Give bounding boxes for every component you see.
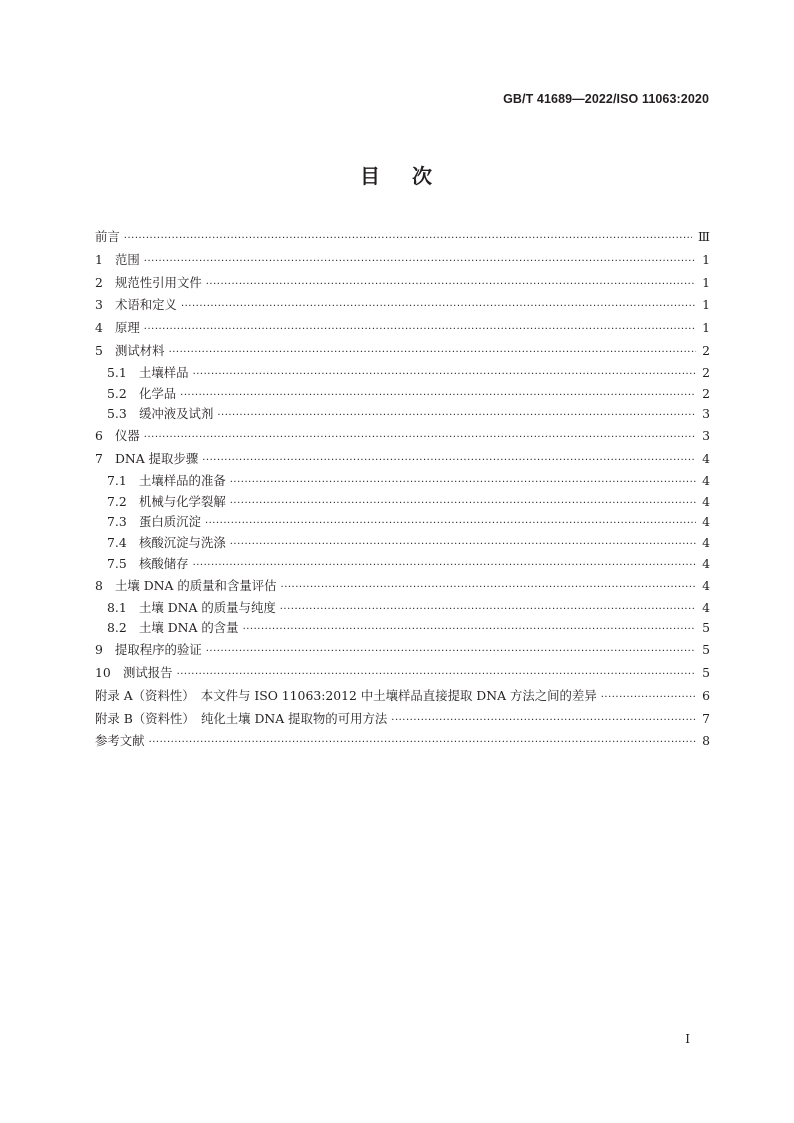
dot-leader bbox=[169, 342, 696, 365]
dot-leader bbox=[280, 600, 696, 621]
toc-entry-page: 4 bbox=[702, 577, 710, 593]
dot-leader bbox=[391, 710, 696, 733]
toc-entry-label: 核酸沉淀与洗涤 bbox=[139, 535, 226, 551]
toc-entry[interactable] bbox=[95, 249, 710, 272]
toc-entry-number: 5.2 bbox=[107, 385, 127, 401]
toc-entry-label: 土壤 DNA 的质量与纯度 bbox=[139, 599, 276, 615]
toc-entry-page: 5 bbox=[702, 620, 710, 636]
toc-entry-page: 1 bbox=[702, 251, 710, 267]
dot-leader bbox=[206, 641, 696, 664]
toc-entry-label: 范围 bbox=[115, 251, 140, 267]
toc-entry-label: 土壤样品的准备 bbox=[139, 472, 226, 488]
dot-leader bbox=[230, 494, 696, 515]
page-title-left: 目 bbox=[360, 164, 382, 188]
toc-entry[interactable] bbox=[95, 662, 710, 685]
toc-entry[interactable] bbox=[95, 363, 710, 384]
toc-entry-number: 1 bbox=[95, 251, 103, 267]
toc-entry-number: 10 bbox=[95, 664, 111, 680]
toc-entry-label: 仪器 bbox=[115, 428, 140, 444]
toc-entry[interactable] bbox=[95, 340, 710, 363]
toc-entry-page: 2 bbox=[702, 385, 710, 401]
dot-leader bbox=[144, 319, 696, 342]
toc-entry[interactable] bbox=[95, 575, 710, 598]
toc-entry-label: 原理 bbox=[115, 320, 140, 336]
toc-entry-page: 1 bbox=[702, 320, 710, 336]
toc-entry[interactable] bbox=[95, 708, 710, 731]
toc-entry-page: 8 bbox=[702, 733, 710, 749]
toc-entry-number: 7.2 bbox=[107, 493, 127, 509]
dot-leader bbox=[243, 620, 696, 641]
toc-entry[interactable] bbox=[95, 639, 710, 662]
dot-leader bbox=[230, 535, 696, 556]
toc-entry-number: 7.5 bbox=[107, 555, 127, 571]
toc-entry[interactable] bbox=[95, 492, 710, 513]
toc-entry[interactable] bbox=[95, 598, 710, 619]
toc-entry[interactable] bbox=[95, 425, 710, 448]
toc-entry-page: 5 bbox=[702, 642, 710, 658]
toc-entry-number: 6 bbox=[95, 428, 103, 444]
dot-leader bbox=[193, 556, 696, 577]
toc-entry-number: 4 bbox=[95, 320, 103, 336]
toc-entry-page: 4 bbox=[702, 493, 710, 509]
dot-leader bbox=[144, 427, 696, 450]
toc-entry-page: 5 bbox=[702, 664, 710, 680]
toc-entry-number: 7.4 bbox=[107, 535, 127, 551]
toc-entry[interactable] bbox=[95, 272, 710, 295]
toc-entry-number: 5.3 bbox=[107, 406, 127, 422]
dot-leader bbox=[149, 732, 696, 755]
dot-leader bbox=[206, 274, 696, 297]
dot-leader bbox=[217, 406, 696, 427]
page-title bbox=[0, 160, 794, 189]
toc-entry[interactable] bbox=[95, 294, 710, 317]
dot-leader bbox=[181, 296, 696, 319]
toc-entry[interactable] bbox=[95, 384, 710, 405]
dot-leader bbox=[124, 228, 692, 251]
toc-entry-page: 3 bbox=[702, 428, 710, 444]
toc-entry-page: Ⅲ bbox=[698, 229, 710, 244]
toc-entry-number: 9 bbox=[95, 642, 103, 658]
toc-entry-label: 测试报告 bbox=[123, 664, 173, 680]
dot-leader bbox=[177, 664, 696, 687]
toc-entry-label: 规范性引用文件 bbox=[115, 274, 202, 290]
toc-entry-number: 7.1 bbox=[107, 472, 127, 488]
toc-entry-number: 5 bbox=[95, 342, 103, 358]
dot-leader bbox=[180, 386, 696, 407]
dot-leader bbox=[144, 251, 696, 274]
toc-entry-page: 2 bbox=[702, 342, 710, 358]
page-title-right: 次 bbox=[412, 164, 434, 188]
toc-entry-label: 化学品 bbox=[139, 385, 177, 401]
toc-entry[interactable] bbox=[95, 685, 710, 708]
toc-entry-page: 4 bbox=[702, 514, 710, 530]
toc-entry-label: 参考文献 bbox=[95, 733, 145, 749]
toc-entry[interactable] bbox=[95, 618, 710, 639]
toc-entry-page: 1 bbox=[702, 297, 710, 313]
toc-entry[interactable] bbox=[95, 448, 710, 471]
toc-entry-page: 3 bbox=[702, 406, 710, 422]
toc-entry-number: 8 bbox=[95, 577, 103, 593]
toc-entry-label: 缓冲液及试剂 bbox=[139, 406, 214, 422]
standard-code: GB/T 41689—2022/ISO 11063:2020 bbox=[503, 92, 709, 106]
toc-entry-label: 术语和定义 bbox=[115, 297, 177, 313]
toc-entry-label: 提取程序的验证 bbox=[115, 642, 202, 658]
toc-entry[interactable] bbox=[95, 404, 710, 425]
toc-entry-label: 附录 A（资料性） 本文件与 ISO 11063:2012 中土壤样品直接提取 DNA 方法之间的差异 bbox=[95, 687, 597, 703]
toc-entry[interactable] bbox=[95, 226, 710, 249]
toc-entry[interactable] bbox=[95, 471, 710, 492]
table-of-contents bbox=[95, 226, 710, 753]
toc-entry[interactable] bbox=[95, 512, 710, 533]
toc-entry-label: 测试材料 bbox=[115, 342, 165, 358]
toc-entry-label: 核酸储存 bbox=[139, 555, 189, 571]
toc-entry-label: DNA 提取步骤 bbox=[115, 450, 199, 466]
dot-leader bbox=[193, 365, 696, 386]
dot-leader bbox=[230, 473, 696, 494]
toc-entry-page: 4 bbox=[702, 599, 710, 615]
toc-entry-number: 5.1 bbox=[107, 364, 127, 380]
dot-leader bbox=[281, 577, 696, 600]
toc-entry-number: 3 bbox=[95, 297, 103, 313]
toc-entry-page: 4 bbox=[702, 450, 710, 466]
toc-entry-page: 6 bbox=[702, 687, 710, 703]
toc-entry-number: 7.3 bbox=[107, 514, 127, 530]
dot-leader bbox=[601, 687, 696, 710]
toc-entry-label: 附录 B（资料性） 纯化土壤 DNA 提取物的可用方法 bbox=[95, 710, 388, 726]
toc-entry[interactable] bbox=[95, 730, 710, 753]
toc-entry-page: 4 bbox=[702, 555, 710, 571]
dot-leader bbox=[205, 514, 696, 535]
toc-entry-number: 2 bbox=[95, 274, 103, 290]
toc-entry-page: 2 bbox=[702, 364, 710, 380]
toc-entry-page: 1 bbox=[702, 274, 710, 290]
dot-leader bbox=[202, 450, 696, 473]
toc-entry-label: 机械与化学裂解 bbox=[139, 493, 226, 509]
page-number: I bbox=[685, 1032, 690, 1046]
toc-entry-number: 8.2 bbox=[107, 620, 127, 636]
toc-entry-page: 7 bbox=[702, 710, 710, 726]
toc-entry[interactable] bbox=[95, 533, 710, 554]
toc-entry-page: 4 bbox=[702, 472, 710, 488]
toc-entry-label: 土壤 DNA 的质量和含量评估 bbox=[115, 577, 277, 593]
toc-entry-label: 蛋白质沉淀 bbox=[139, 514, 201, 530]
toc-entry-number: 8.1 bbox=[107, 599, 127, 615]
toc-entry-page: 4 bbox=[702, 535, 710, 551]
toc-entry[interactable] bbox=[95, 554, 710, 575]
toc-entry-label: 土壤 DNA 的含量 bbox=[139, 620, 239, 636]
toc-entry-label: 土壤样品 bbox=[139, 364, 189, 380]
toc-entry-number: 7 bbox=[95, 450, 103, 466]
toc-entry[interactable] bbox=[95, 317, 710, 340]
toc-entry-label: 前言 bbox=[95, 229, 120, 244]
